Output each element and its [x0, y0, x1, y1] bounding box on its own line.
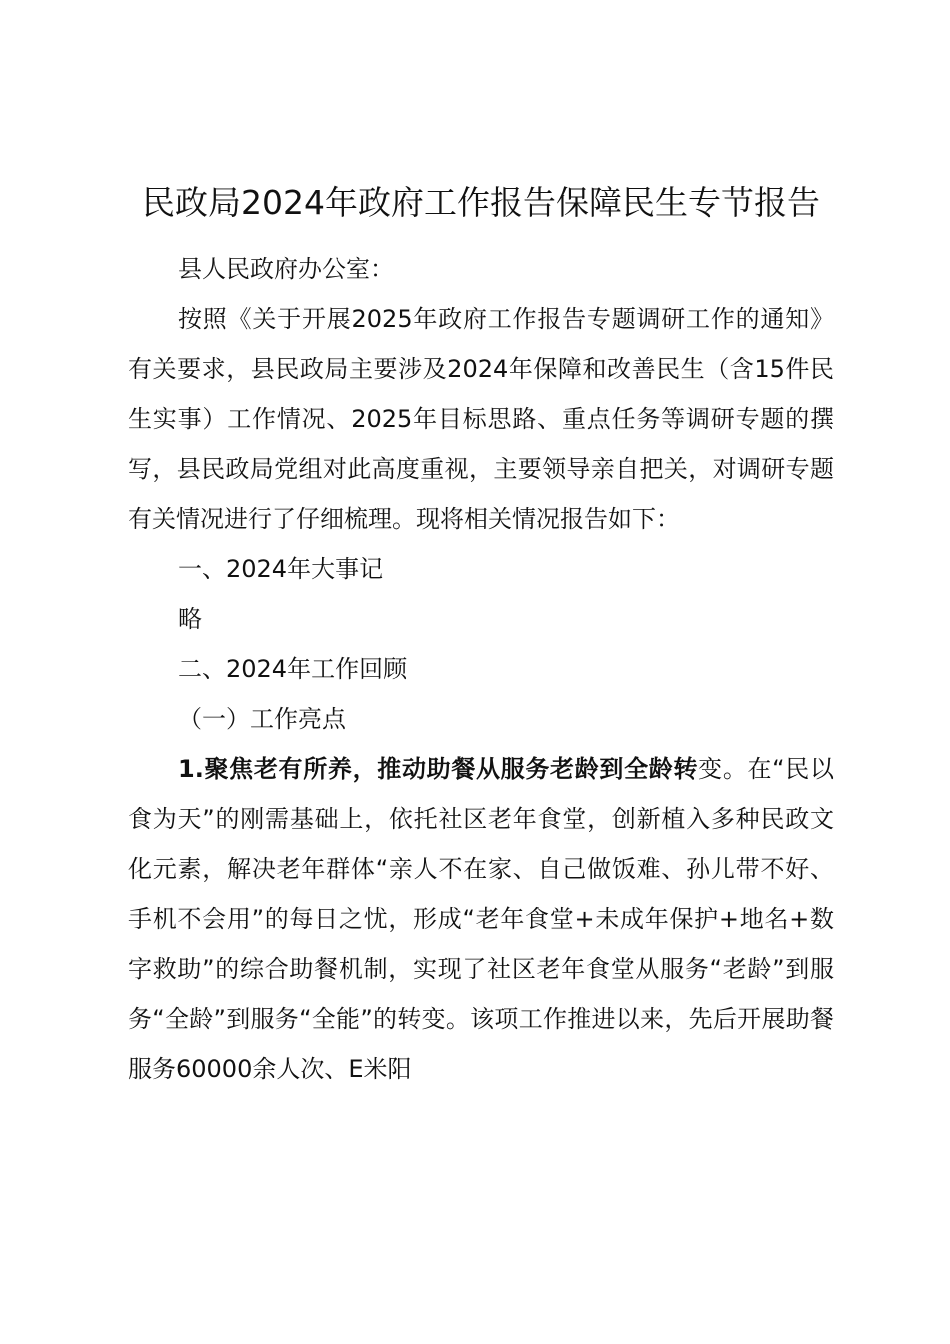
section-body-1: 略: [178, 605, 202, 633]
section-heading-1: 一、2024年大事记: [178, 555, 384, 583]
addressee: 县人民政府办公室：: [178, 255, 394, 283]
intro-paragraph: 按照《关于开展2025年政府工作报告专题调研工作的通知》有关要求，县民政局主要涉及2024年保障和改善民生（含15件民生实事）工作情况、2025年目标思路、重点任务等调研专题的撰写，县民政局党组对此高度重视，主要领导亲自把关，对调研专题有关情况进行了仔细梳理。现将相关情况报告如下：: [128, 305, 834, 533]
item-paragraph-1: [128, 744, 834, 1094]
section-heading-2: 二、2024年工作回顾: [178, 655, 408, 683]
document-title: 民政局2024年政府工作报告保障民生专节报告: [142, 183, 820, 222]
item-lead-1: 1.聚焦老有所养，推动助餐从服务老龄到全龄转: [178, 755, 699, 783]
item-body-1: 变。在“民以食为天”的刚需基础上，依托社区老年食堂，创新植入多种民政文化元素，解决老年群体“亲人不在家、自己做饭难、孙儿带不好、手机不会用”的每日之忧，形成“老年食堂+未成年保护+地名+数字救助”的综合助餐机制，实现了社区老年食堂从服务“老龄”到服务“全龄”到服务“全能”的转变。该项工作推进以来，先后开展助餐服务60000余人次、E米阳: [128, 755, 834, 1083]
document-page: [128, 180, 834, 1094]
subsection-heading-1: （一）工作亮点: [178, 705, 346, 733]
